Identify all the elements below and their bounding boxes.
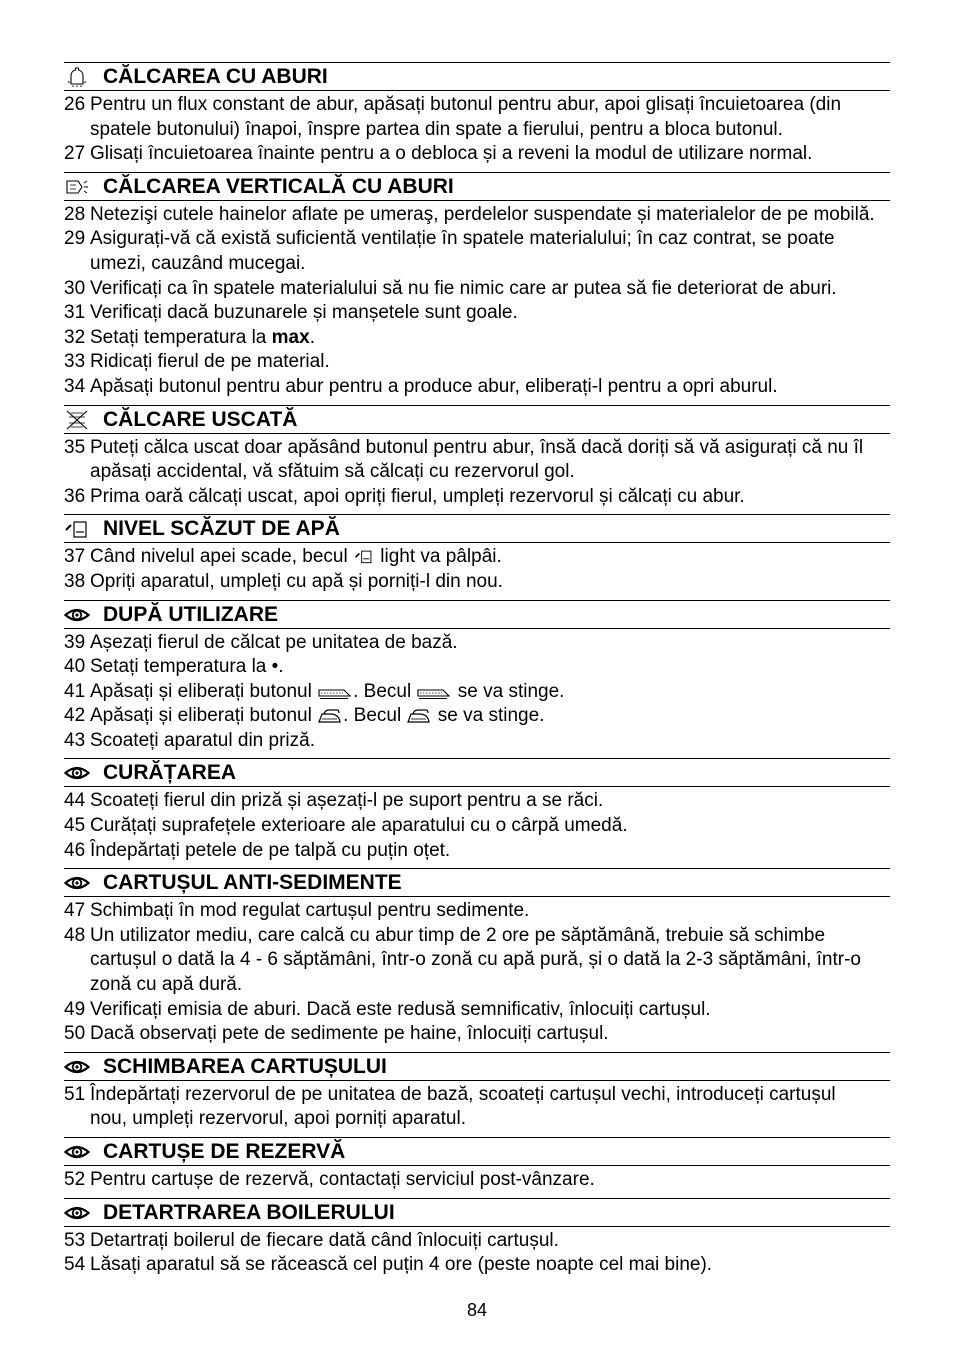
item-number: 50: [64, 1023, 86, 1045]
item-text-segment: Opriți aparatul, umpleți cu apă și porniți-l din nou.: [90, 570, 503, 592]
eye-icon: [64, 1056, 90, 1078]
item-list: [64, 91, 890, 172]
item-number: 33: [64, 351, 86, 373]
section-title: DUPĂ UTILIZARE: [103, 602, 278, 626]
section: [64, 1198, 890, 1283]
list-item: [64, 350, 890, 375]
section-header: [64, 172, 890, 201]
list-item: [64, 277, 890, 302]
list-item: [64, 93, 890, 142]
item-text: [90, 1084, 836, 1130]
item-number: 42: [64, 705, 86, 727]
section: [64, 62, 890, 172]
item-text-segment: Detartrați boilerul de fiecare dată când înlocuiți cartușul.: [90, 1229, 559, 1251]
steam-ironing-icon-graphic: [64, 66, 90, 88]
item-text-segment: Un utilizator mediu, care calcă cu abur timp de 2 ore pe săptămână, trebuie să schimbe cartușul o dată la 4 - 6 săptămâni, într-o zonă cu apă pură, și o dată la 2-3 săptămâni, într-o zonă cu apă dură.: [90, 924, 861, 996]
list-item: [64, 375, 890, 400]
section-header: [64, 514, 890, 543]
item-text-segment: . Becul: [353, 680, 417, 702]
item-text-segment: se va stinge.: [432, 705, 545, 727]
item-text: [90, 486, 745, 507]
item-text-segment: Îndepărtați rezervorul de pe unitatea de bază, scoateți cartușul vechi, introduceți cartușul nou, umpleți rezervorul, apoi porniți aparatul.: [90, 1083, 836, 1130]
item-text-segment: Curățați suprafețele exterioare ale aparatului cu o cârpă umedă.: [90, 815, 628, 837]
section: [64, 758, 890, 868]
item-number: 53: [64, 1229, 86, 1251]
list-item: [64, 301, 890, 326]
eye-icon-graphic: [64, 872, 90, 894]
document-body: [64, 62, 890, 1283]
item-list: [64, 897, 890, 1052]
item-number: 48: [64, 924, 86, 946]
item-text-segment: Îndepărtați petele de pe talpă cu puțin oțet.: [90, 839, 451, 861]
item-text-segment: se va stinge.: [452, 680, 565, 702]
item-number: 30: [64, 277, 86, 299]
list-item: [64, 704, 890, 729]
list-item: [64, 326, 890, 351]
item-text-segment: Verificați emisia de aburi. Dacă este redusă semnificativ, înlocuiți cartușul.: [90, 998, 711, 1020]
item-number: 46: [64, 839, 86, 861]
item-list: [64, 543, 890, 599]
list-item: [64, 203, 890, 228]
steam-button-icon-graphic: [417, 686, 451, 700]
item-text-segment: Setați temperatura la: [90, 326, 272, 348]
item-number: 49: [64, 998, 86, 1020]
list-item: [64, 729, 890, 754]
item-text-segment: Pentru cartușe de rezervă, contactați serviciul post-vânzare.: [90, 1169, 595, 1190]
item-text: [90, 302, 518, 323]
item-text-segment: Verificați dacă buzunarele și manșetele sunt goale.: [90, 302, 518, 324]
list-item: [64, 1022, 890, 1047]
section-header: [64, 1137, 890, 1166]
item-text-segment: Schimbați în mod regulat cartușul pentru sedimente.: [90, 900, 530, 922]
list-item: [64, 1229, 890, 1254]
item-text-segment: Lăsați aparatul să se răcească cel puțin 4 ore (peste noapte cel mai bine).: [90, 1254, 713, 1276]
low-water-icon-graphic: [354, 548, 374, 565]
item-number: 31: [64, 302, 86, 324]
item-text: [90, 925, 861, 995]
item-number: 41: [64, 680, 86, 702]
item-number: 43: [64, 729, 86, 751]
eye-icon-graphic: [64, 604, 90, 626]
section: [64, 405, 890, 515]
eye-icon: [64, 1141, 90, 1163]
item-text-segment: Ridicați fierul de pe material.: [90, 351, 330, 373]
item-text-segment: Pentru un flux constant de abur, apăsați butonul pentru abur, apoi glisați încuietoarea (din spatele butonului) înapoi, înspre partea din spate a fierului, pentru a bloca butonul.: [90, 94, 842, 140]
list-item: [64, 227, 890, 276]
item-text-segment: Apăsați butonul pentru abur pentru a produce abur, eliberați-l pentru a opri aburul.: [90, 375, 778, 397]
dry-ironing-icon: [64, 409, 90, 431]
list-item: [64, 631, 890, 656]
low-water-icon: [354, 548, 374, 565]
item-list: [64, 787, 890, 868]
section-title: DETARTRAREA BOILERULUI: [103, 1200, 395, 1224]
section-title: CĂLCARE USCATĂ: [103, 407, 298, 431]
item-text-segment: Verificați ca în spatele materialului să nu fie nimic care ar putea să fie deteriorat de aburi.: [90, 277, 837, 299]
list-item: [64, 1168, 890, 1193]
section-title: CARTUȘUL ANTI-SEDIMENTE: [103, 871, 402, 895]
item-text: [90, 1230, 559, 1251]
list-item: [64, 924, 890, 998]
item-text: [90, 94, 841, 140]
item-text: [90, 351, 330, 372]
item-number: 40: [64, 656, 86, 678]
list-item: [64, 1083, 890, 1132]
dry-ironing-icon-graphic: [64, 409, 90, 431]
item-text-segment: Netezişi cutele hainelor aflate pe umeraş, perdelelor suspendate și materialelor de pe mobilă.: [90, 203, 875, 225]
item-text: [90, 681, 564, 702]
item-text: [90, 900, 529, 921]
item-number: 26: [64, 94, 86, 115]
section-title: NIVEL SCĂZUT DE APĂ: [103, 517, 340, 541]
item-text: [90, 278, 837, 299]
section-header: [64, 868, 890, 897]
list-item: [64, 839, 890, 864]
section: [64, 600, 890, 759]
item-text-segment: . Becul: [343, 705, 407, 727]
item-number: 34: [64, 375, 86, 397]
item-text: [90, 705, 544, 726]
item-number: 44: [64, 790, 86, 812]
item-text: [90, 790, 603, 811]
item-text: [90, 1023, 609, 1044]
item-text: [90, 656, 284, 677]
bold-text: max: [271, 326, 310, 348]
item-text: [90, 1169, 595, 1190]
eye-icon: [64, 872, 90, 894]
item-text-segment: Apăsați și eliberați butonul: [90, 680, 318, 702]
item-text-segment: Asigurați-vă că există suficientă ventilație în spatele materialului; în caz contrat, se poate umezi, cauzând mucegai.: [90, 228, 835, 274]
item-list: [64, 629, 890, 759]
iron-icon-graphic: [407, 708, 431, 724]
item-number: 37: [64, 546, 86, 568]
section-header: [64, 1052, 890, 1081]
item-list: [64, 201, 890, 405]
item-text: [90, 840, 450, 861]
item-text-segment: Puteți călca uscat doar apăsând butonul pentru abur, însă dacă doriți să vă asigurați că nu îl apăsați accidental, vă sfătuim să călcați cu rezervorul gol.: [90, 436, 864, 483]
iron-icon-graphic: [318, 708, 342, 724]
iron-icon: [407, 708, 431, 724]
vertical-steam-icon-graphic: [64, 176, 90, 198]
section: [64, 172, 890, 405]
item-text: [90, 999, 711, 1020]
item-number: 45: [64, 815, 86, 837]
vertical-steam-icon: [64, 176, 90, 198]
item-number: 32: [64, 326, 86, 348]
eye-icon: [64, 1202, 90, 1224]
item-number: 51: [64, 1083, 86, 1105]
list-item: [64, 680, 890, 705]
section: [64, 1137, 890, 1198]
section: [64, 868, 890, 1052]
steam-ironing-icon: [64, 66, 90, 88]
list-item: [64, 789, 890, 814]
section-header: [64, 62, 890, 91]
item-number: 35: [64, 436, 86, 458]
item-number: 39: [64, 631, 86, 653]
item-text-segment: Scoateți aparatul din priză.: [90, 729, 315, 751]
item-text-segment: Setați temperatura la •.: [90, 656, 284, 678]
eye-icon-graphic: [64, 1056, 90, 1078]
item-text: [90, 228, 835, 274]
eye-icon-graphic: [64, 1202, 90, 1224]
section-title: CĂLCAREA CU ABURI: [103, 65, 328, 88]
eye-icon: [64, 604, 90, 626]
section-header: [64, 405, 890, 434]
list-item: [64, 436, 890, 485]
item-text: [90, 815, 628, 836]
item-list: [64, 1227, 890, 1283]
section-header: [64, 758, 890, 787]
section: [64, 1052, 890, 1137]
list-item: [64, 545, 890, 570]
item-number: 28: [64, 203, 86, 225]
eye-icon-graphic: [64, 762, 90, 784]
item-text-segment: Așezați fierul de călcat pe unitatea de bază.: [90, 631, 458, 653]
item-number: 36: [64, 485, 86, 507]
steam-button-icon: [318, 686, 352, 700]
item-number: 27: [64, 143, 86, 165]
section-title: CURĂȚAREA: [103, 761, 236, 785]
section-header: [64, 1198, 890, 1227]
item-text-segment: Glisați încuietoarea înainte pentru a o debloca și a reveni la modul de utilizare normal.: [90, 143, 813, 165]
list-item: [64, 570, 890, 595]
item-number: 38: [64, 570, 86, 592]
section-header: [64, 600, 890, 629]
item-text-segment: Dacă observați pete de sedimente pe haine, înlocuiți cartușul.: [90, 1023, 609, 1045]
item-text-segment: Apăsați și eliberați butonul: [90, 705, 318, 727]
item-text: [90, 632, 458, 653]
iron-icon: [318, 708, 342, 724]
list-item: [64, 998, 890, 1023]
item-list: [64, 1166, 890, 1198]
list-item: [64, 655, 890, 680]
item-number: 54: [64, 1254, 86, 1276]
eye-icon: [64, 762, 90, 784]
section-title: SCHIMBAREA CARTUȘULUI: [103, 1054, 387, 1078]
list-item: [64, 814, 890, 839]
eye-icon-graphic: [64, 1141, 90, 1163]
item-text: [90, 1254, 712, 1275]
item-text: [90, 376, 778, 397]
item-text: [90, 730, 315, 751]
list-item: [64, 142, 890, 167]
item-text: [90, 204, 875, 225]
section: [64, 514, 890, 599]
steam-button-icon: [417, 686, 451, 700]
low-water-icon: [64, 518, 90, 540]
list-item: [64, 899, 890, 924]
item-text: [90, 327, 315, 348]
item-number: 52: [64, 1169, 86, 1190]
item-list: [64, 1081, 890, 1137]
low-water-icon-graphic: [64, 518, 90, 540]
item-number: 47: [64, 900, 86, 922]
item-text-segment: .: [309, 326, 315, 348]
item-text-segment: light va pâlpâi.: [375, 546, 502, 568]
item-text: [90, 143, 812, 164]
item-text-segment: Când nivelul apei scade, becul: [90, 546, 354, 568]
page-number: 84: [466, 1300, 488, 1320]
item-number: 29: [64, 228, 86, 250]
item-text: [90, 571, 503, 592]
item-text-segment: Prima oară călcați uscat, apoi opriți fierul, umpleți rezervorul și călcați cu abur.: [90, 485, 745, 507]
item-list: [64, 434, 890, 515]
list-item: [64, 485, 890, 510]
list-item: [64, 1253, 890, 1278]
item-text-segment: Scoateți fierul din priză și așezați-l pe suport pentru a se răci.: [90, 790, 604, 812]
section-title: CĂLCAREA VERTICALĂ CU ABURI: [103, 174, 454, 198]
section-title: CARTUȘE DE REZERVĂ: [103, 1140, 346, 1163]
item-text: [90, 546, 502, 567]
item-text: [90, 437, 863, 483]
steam-button-icon-graphic: [318, 686, 352, 700]
